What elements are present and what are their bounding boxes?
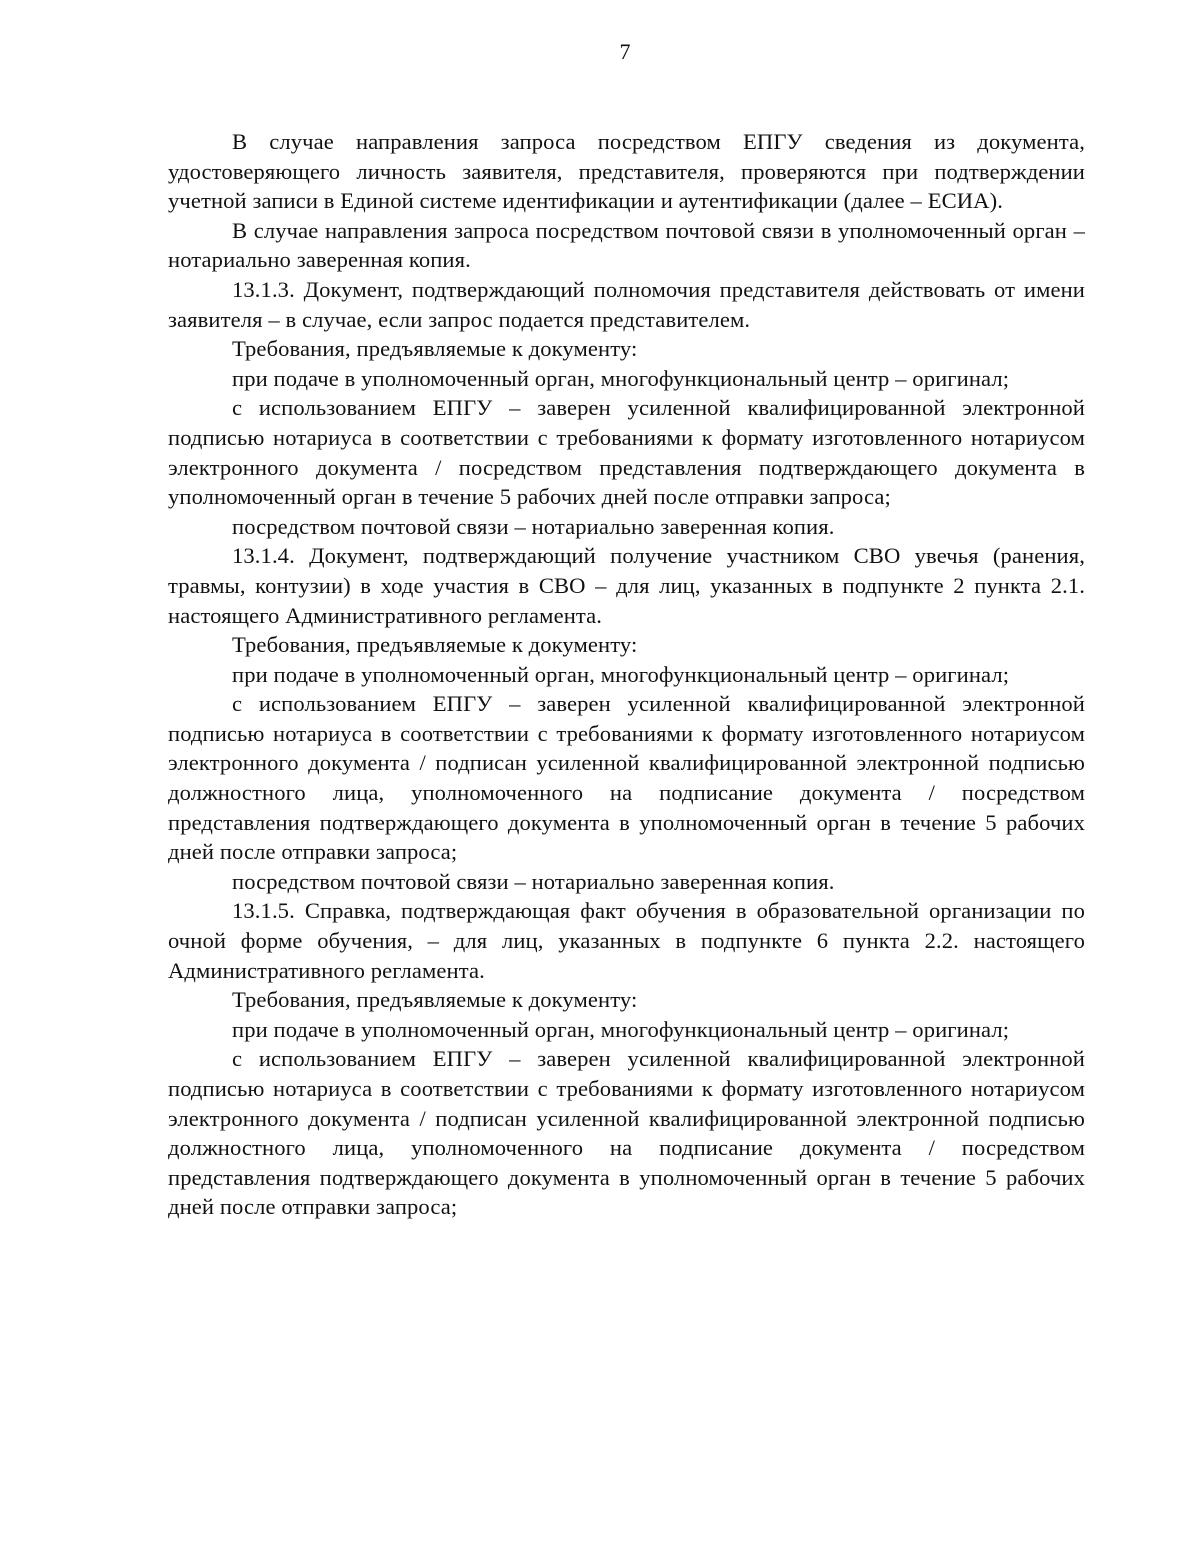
paragraph-postal-requirement: посредством почтовой связи – нотариально заверенная копия.	[232, 868, 835, 894]
paragraph-requirements-heading: Требования, предъявляемые к документу:	[232, 632, 638, 658]
page-number: 7	[619, 39, 631, 64]
paragraph-postal-requirement: посредством почтовой связи – нотариально заверенная копия.	[232, 513, 835, 539]
paragraph-in-person-original: при подаче в уполномоченный орган, многофункциональный центр – оригинал;	[232, 661, 1010, 687]
paragraph-epgu-requirement: с использованием ЕПГУ – заверен усиленной квалифицированной электронной подписью нотариуса в соответствии с требованиями к формату изготовленного нотариусом электронного документа / подписан усиленной квалифицированной электронной подписью должностного лица, уполномоченного на подписание документа / посредством представления подтверждающего документа в уполномоченный орган в течение 5 рабочих дней после отправки запроса;	[168, 691, 1085, 865]
paragraph-13-1-3: 13.1.3. Документ, подтверждающий полномочия представителя действовать от имени заявителя – в случае, если запрос подается представителем.	[168, 276, 1085, 332]
paragraph-in-person-original: при подаче в уполномоченный орган, многофункциональный центр – оригинал;	[232, 365, 1010, 391]
paragraph-epgu-requirement: с использованием ЕПГУ – заверен усиленной квалифицированной электронной подписью нотариуса в соответствии с требованиями к формату изготовленного нотариусом электронного документа / подписан усиленной квалифицированной электронной подписью должностного лица, уполномоченного на подписание документа / посредством представления подтверждающего документа в уполномоченный орган в течение 5 рабочих дней после отправки запроса;	[168, 1046, 1085, 1220]
paragraph-in-person-original: при подаче в уполномоченный орган, многофункциональный центр – оригинал;	[232, 1016, 1010, 1042]
paragraph-postal-copy: В случае направления запроса посредством почтовой связи в уполномоченный орган – нотариально заверенная копия.	[168, 217, 1085, 273]
paragraph-esia-verification: В случае направления запроса посредством ЕПГУ сведения из документа, удостоверяющего личность заявителя, представителя, проверяются при подтверждении учетной записи в Единой системе идентификации и аутентификации (далее – ЕСИА).	[168, 129, 1085, 214]
document-body	[168, 127, 1085, 1222]
paragraph-requirements-heading: Требования, предъявляемые к документу:	[232, 336, 638, 362]
paragraph-13-1-4: 13.1.4. Документ, подтверждающий получение участником СВО увечья (ранения, травмы, контузии) в ходе участия в СВО – для лиц, указанных в подпункте 2 пункта 2.1. настоящего Административного регламента.	[168, 543, 1085, 628]
paragraph-13-1-5: 13.1.5. Справка, подтверждающая факт обучения в образовательной организации по очной форме обучения, – для лиц, указанных в подпункте 6 пункта 2.2. настоящего Административного регламента.	[168, 898, 1085, 983]
paragraph-epgu-requirement: с использованием ЕПГУ – заверен усиленной квалифицированной электронной подписью нотариуса в соответствии с требованиями к формату изготовленного нотариусом электронного документа / посредством представления подтверждающего документа в уполномоченный орган в течение 5 рабочих дней после отправки запроса;	[168, 395, 1085, 510]
paragraph-requirements-heading: Требования, предъявляемые к документу:	[232, 987, 638, 1013]
